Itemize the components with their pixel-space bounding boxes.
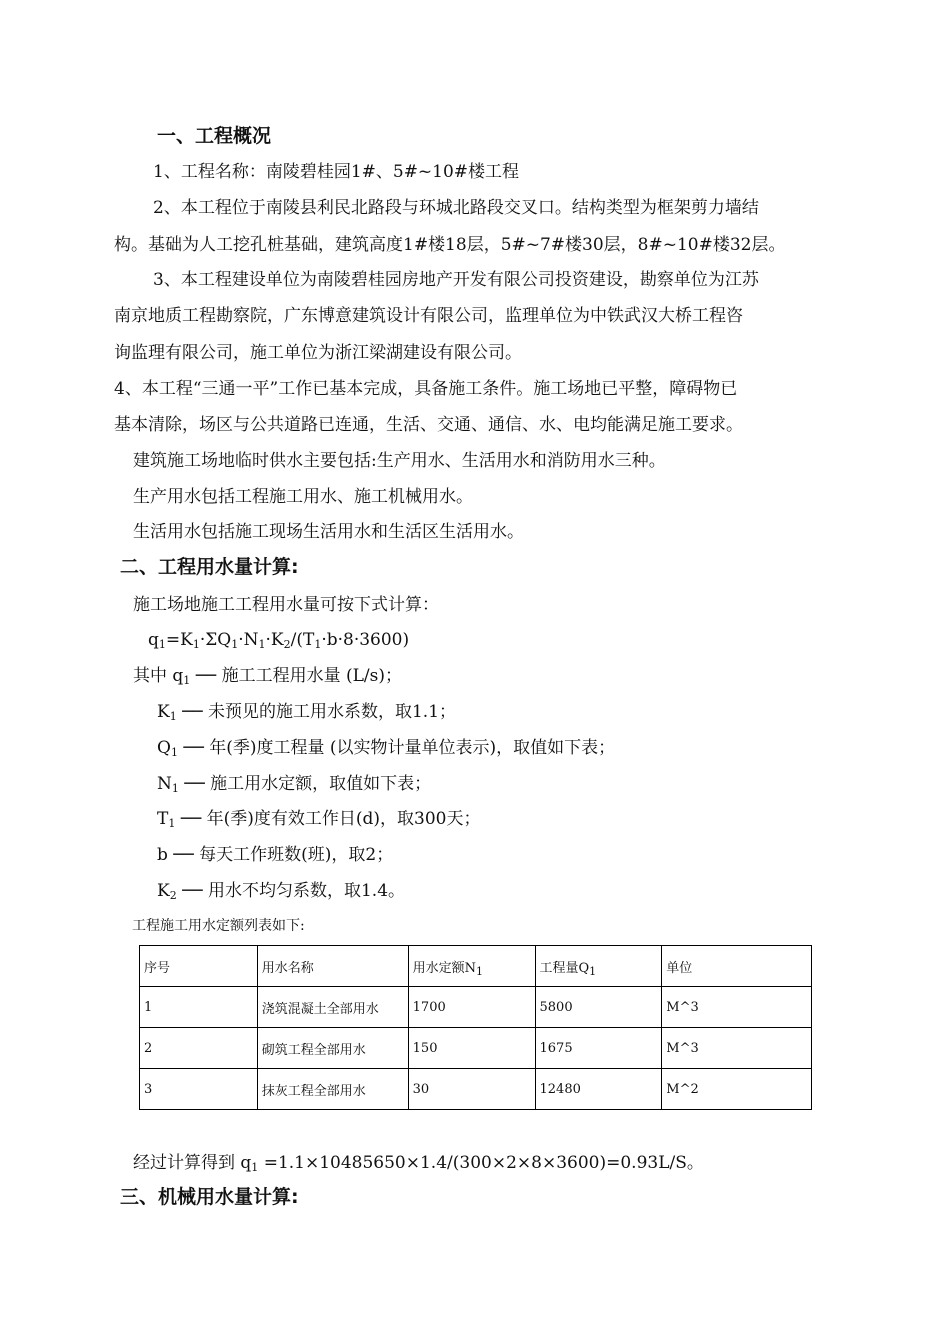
paragraph-living-water: 生活用水包括施工现场生活用水和生活区生活用水。 [133,522,524,542]
definition-t1: $T_1$ ── 年(季)度有效工作日(d)，取300天； [157,809,481,830]
table-header-cell: 用水名称 [257,946,408,987]
water-quota-table [139,945,812,1110]
table-cell: 1675 [535,1028,662,1069]
table-header-cell: 工程量$Q_1$ [535,946,662,987]
paragraph-conditions-line2: 基本清除，场区与公共道路已连通，生活、交通、通信、水、电均能满足施工要求。 [114,415,743,435]
table-header-cell: 序号 [140,946,258,987]
table-header-cell: 用水定额$N_1$ [408,946,535,987]
paragraph-conditions-line1: 4、本工程“三通一平”工作已基本完成，具备施工条件。施工场地已平整，障碍物已 [114,379,738,399]
definition-k1: $K_1$ ── 未预见的施工用水系数，取1.1； [157,702,457,723]
table-caption: 工程施工用水定额列表如下: [132,918,305,934]
table-cell: 5800 [535,987,662,1028]
definition-k2: $K_2$ ── 用水不均匀系数，取1.4。 [157,881,406,902]
table-cell: 浇筑混凝土全部用水 [257,987,408,1028]
table-cell: 2 [140,1028,258,1069]
table-cell: 12480 [535,1069,662,1110]
table-row [140,1069,812,1110]
definition-n1: $N_1$ ── 施工用水定额，取值如下表； [157,774,432,795]
definition-b: b ── 每天工作班数(班)，取2； [157,845,394,865]
table-header-cell: 单位 [662,946,812,987]
paragraph-location-line1: 2、本工程位于南陵县利民北路段与环城北路段交叉口。结构类型为框架剪力墙结 [153,198,759,218]
table-header-row [140,946,812,987]
table-cell: 1700 [408,987,535,1028]
calculation-result: 经过计算得到 $q_1 =1.1\times 10485650\times 1.4/(300\times 2\times 8\times 3600)=0.93L/S$。 [133,1153,704,1174]
table-cell: 3 [140,1069,258,1110]
table-cell: 1 [140,987,258,1028]
paragraph-location-line2: 构。基础为人工挖孔桩基础，建筑高度1#楼18层，5#~7#楼30层，8#~10#楼32层。 [114,235,786,255]
table-row [140,987,812,1028]
table-cell: 砌筑工程全部用水 [257,1028,408,1069]
paragraph-production-water: 生产用水包括工程施工用水、施工机械用水。 [133,487,473,507]
paragraph-water-supply: 建筑施工场地临时供水主要包括:生产用水、生活用水和消防用水三种。 [133,451,666,471]
formula-intro: 施工场地施工工程用水量可按下式计算： [133,595,439,615]
table-cell: M^3 [662,987,812,1028]
table-cell: M^3 [662,1028,812,1069]
paragraph-project-name: 1、工程名称：南陵碧桂园1#、5#~10#楼工程 [153,162,520,182]
table-cell: 150 [408,1028,535,1069]
table-row [140,1028,812,1069]
table-cell: 30 [408,1069,535,1110]
formula-where: 其中 $q_1$ ── 施工工程用水量 (L/s)； [133,666,402,687]
paragraph-parties-line2: 南京地质工程勘察院，广东博意建筑设计有限公司，监理单位为中铁武汉大桥工程咨 [114,306,743,326]
paragraph-parties-line1: 3、本工程建设单位为南陵碧桂园房地产开发有限公司投资建设，勘察单位为江苏 [153,270,759,290]
definition-q1: $Q_1$ ── 年(季)度工程量 (以实物计量单位表示)，取值如下表； [157,738,616,759]
section-1-title: 一、工程概况 [157,125,272,147]
table-cell: M^2 [662,1069,812,1110]
formula: $q_1=K_1\cdot\Sigma Q_1\cdot N_1\cdot K_2/(T_1\cdot b\cdot 8\cdot 3600)$ [148,630,410,651]
section-3-title: 三、机械用水量计算: [120,1186,299,1208]
paragraph-parties-line3: 询监理有限公司，施工单位为浙江梁湖建设有限公司。 [114,343,522,363]
table-cell: 抹灰工程全部用水 [257,1069,408,1110]
section-2-title: 二、工程用水量计算: [120,556,299,578]
